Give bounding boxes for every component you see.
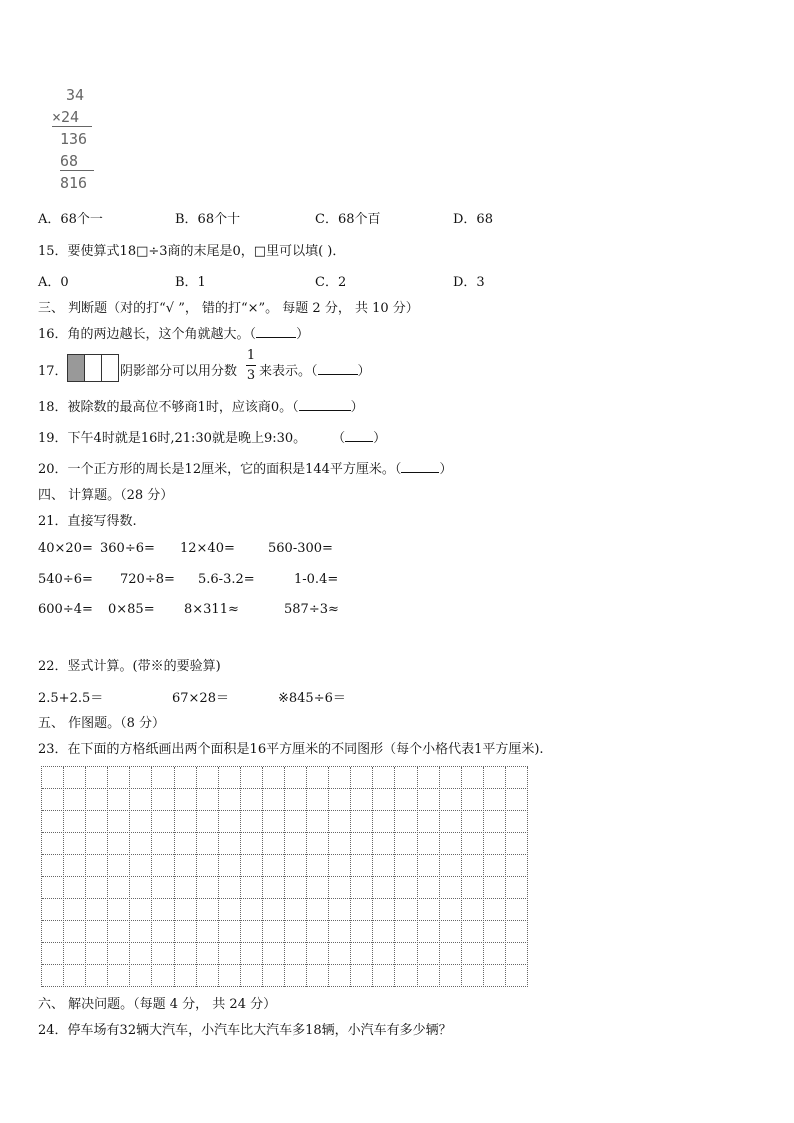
grid-column-line bbox=[151, 767, 152, 987]
q21-r2-c3: 5.6-3.2= bbox=[198, 572, 255, 587]
calc-multiplier: ×24 bbox=[52, 108, 80, 126]
calc-partial-1: 136 bbox=[60, 130, 88, 148]
section-5-heading: 五、 作图题。（8 分） bbox=[38, 716, 166, 731]
q19-label: 19．下午4时就是16时,21:30就是晚上9:30。 bbox=[38, 431, 307, 446]
grid-row-line bbox=[42, 898, 528, 899]
q21-r2-c1: 540÷6= bbox=[38, 572, 93, 587]
grid-column-line bbox=[240, 767, 241, 987]
q24-text: 24．停车场有32辆大汽车，小汽车比大汽车多18辆，小汽车有多少辆？ bbox=[38, 1023, 452, 1038]
q21-r2-c2: 720÷8= bbox=[120, 572, 175, 587]
q14-option-b: B．68个十 bbox=[175, 212, 241, 227]
q16-text: 16．角的两边越长，这个角就越大。（ ） bbox=[38, 327, 310, 342]
grid-row-line bbox=[42, 854, 528, 855]
q17-shaded-part bbox=[68, 355, 84, 381]
q21-r1-c3: 12×40= bbox=[180, 541, 235, 556]
q15-option-b: B．1 bbox=[175, 275, 206, 290]
grid-column-line bbox=[306, 767, 307, 987]
grid-row-line bbox=[42, 986, 528, 987]
calc-line-1 bbox=[52, 126, 92, 127]
q21-r2-c4: 1-0.4= bbox=[294, 572, 339, 587]
q14-option-a: A．68个一 bbox=[38, 212, 103, 227]
q21-r1-c2: 360÷6= bbox=[100, 541, 155, 556]
grid-column-line bbox=[439, 767, 440, 987]
q15-text: 15．要使算式18□÷3商的末尾是0，□里可以填( )． bbox=[38, 244, 346, 259]
q23-text: 23．在下面的方格纸画出两个面积是16平方厘米的不同图形（每个小格代表1平方厘米). bbox=[38, 742, 544, 757]
q20-answer-blank[interactable] bbox=[401, 460, 439, 473]
grid-column-line bbox=[527, 767, 528, 987]
grid-column-line bbox=[461, 767, 462, 987]
q17-fraction-bar bbox=[67, 354, 119, 382]
grid-column-line bbox=[85, 767, 86, 987]
q21-r1-c1: 40×20= bbox=[38, 541, 93, 556]
q20-label: 20．一个正方形的周长是12厘米，它的面积是144平方厘米。 bbox=[38, 462, 395, 477]
section-4-heading: 四、 计算题。（28 分） bbox=[38, 488, 174, 503]
grid-row-line bbox=[42, 942, 528, 943]
section-3-heading: 三、 判断题（对的打“√ ”， 错的打“×”。 每题 2 分， 共 10 分） bbox=[38, 301, 419, 316]
grid-row-line bbox=[42, 810, 528, 811]
q14-option-d: D．68 bbox=[453, 212, 493, 227]
grid-column-line bbox=[505, 767, 506, 987]
grid-column-line bbox=[417, 767, 418, 987]
q21-r3-c1: 600÷4= bbox=[38, 602, 93, 617]
q22-item-3: ※845÷6＝ bbox=[278, 691, 346, 706]
q18-label: 18．被除数的最高位不够商1时，应该商0。 bbox=[38, 400, 293, 415]
grid-column-line bbox=[129, 767, 130, 987]
q17-text-1: 阴影部分可以用分数 bbox=[120, 364, 238, 379]
q17-text-2-label: 来表示。 bbox=[259, 364, 312, 379]
grid-paper[interactable] bbox=[41, 766, 528, 987]
calc-line-2 bbox=[60, 170, 94, 171]
grid-column-line bbox=[350, 767, 351, 987]
q22-item-2: 67×28＝ bbox=[172, 691, 229, 706]
grid-column-line bbox=[328, 767, 329, 987]
grid-row-line bbox=[42, 788, 528, 789]
grid-column-line bbox=[284, 767, 285, 987]
q17-number: 17． bbox=[38, 364, 68, 379]
grid-column-line bbox=[372, 767, 373, 987]
grid-column-line bbox=[218, 767, 219, 987]
q19-answer-blank[interactable] bbox=[345, 429, 373, 442]
q17-numerator: 1 bbox=[246, 348, 256, 363]
q14-option-c: C．68个百 bbox=[315, 212, 381, 227]
grid-column-line bbox=[63, 767, 64, 987]
q22-text: 22．竖式计算。(带※的要验算) bbox=[38, 659, 221, 674]
q18-text: 18．被除数的最高位不够商1时，应该商0。（ ） bbox=[38, 400, 364, 415]
grid-column-line bbox=[107, 767, 108, 987]
calc-top: 34 bbox=[66, 86, 85, 104]
q17-denominator: 3 bbox=[246, 368, 256, 383]
grid-row-line bbox=[42, 964, 528, 965]
grid-column-line bbox=[394, 767, 395, 987]
q18-answer-blank[interactable] bbox=[299, 398, 351, 411]
calc-partial-2: 68 bbox=[60, 152, 79, 170]
q21-r3-c4: 587÷3≈ bbox=[284, 602, 339, 617]
calc-result: 816 bbox=[60, 174, 88, 192]
q21-text: 21．直接写得数. bbox=[38, 514, 137, 529]
grid-column-line bbox=[483, 767, 484, 987]
q17-text-2: 来表示。（ ） bbox=[259, 364, 371, 379]
q20-text: 20．一个正方形的周长是12厘米，它的面积是144平方厘米。（ ） bbox=[38, 462, 453, 477]
q21-r3-c2: 0×85= bbox=[108, 602, 155, 617]
grid-row-line bbox=[42, 876, 528, 877]
section-6-heading: 六、 解决问题。（每题 4 分， 共 24 分） bbox=[38, 997, 277, 1012]
q15-option-d: D．3 bbox=[453, 275, 485, 290]
grid-column-line bbox=[196, 767, 197, 987]
q15-option-c: C．2 bbox=[315, 275, 347, 290]
q16-answer-blank[interactable] bbox=[256, 325, 296, 338]
grid-row-line bbox=[42, 920, 528, 921]
grid-column-line bbox=[262, 767, 263, 987]
q21-r1-c4: 560-300= bbox=[268, 541, 333, 556]
q22-item-1: 2.5+2.5＝ bbox=[38, 691, 104, 706]
q21-r3-c3: 8×311≈ bbox=[184, 602, 239, 617]
grid-row-line bbox=[42, 832, 528, 833]
q17-answer-blank[interactable] bbox=[318, 362, 358, 375]
q16-label: 16．角的两边越长，这个角就越大。 bbox=[38, 327, 250, 342]
grid-column-line bbox=[174, 767, 175, 987]
q15-option-a: A．0 bbox=[38, 275, 69, 290]
q19-text: 19．下午4时就是16时,21:30就是晚上9:30。 （ ） bbox=[38, 431, 387, 446]
q17-fraction-line bbox=[246, 365, 256, 366]
